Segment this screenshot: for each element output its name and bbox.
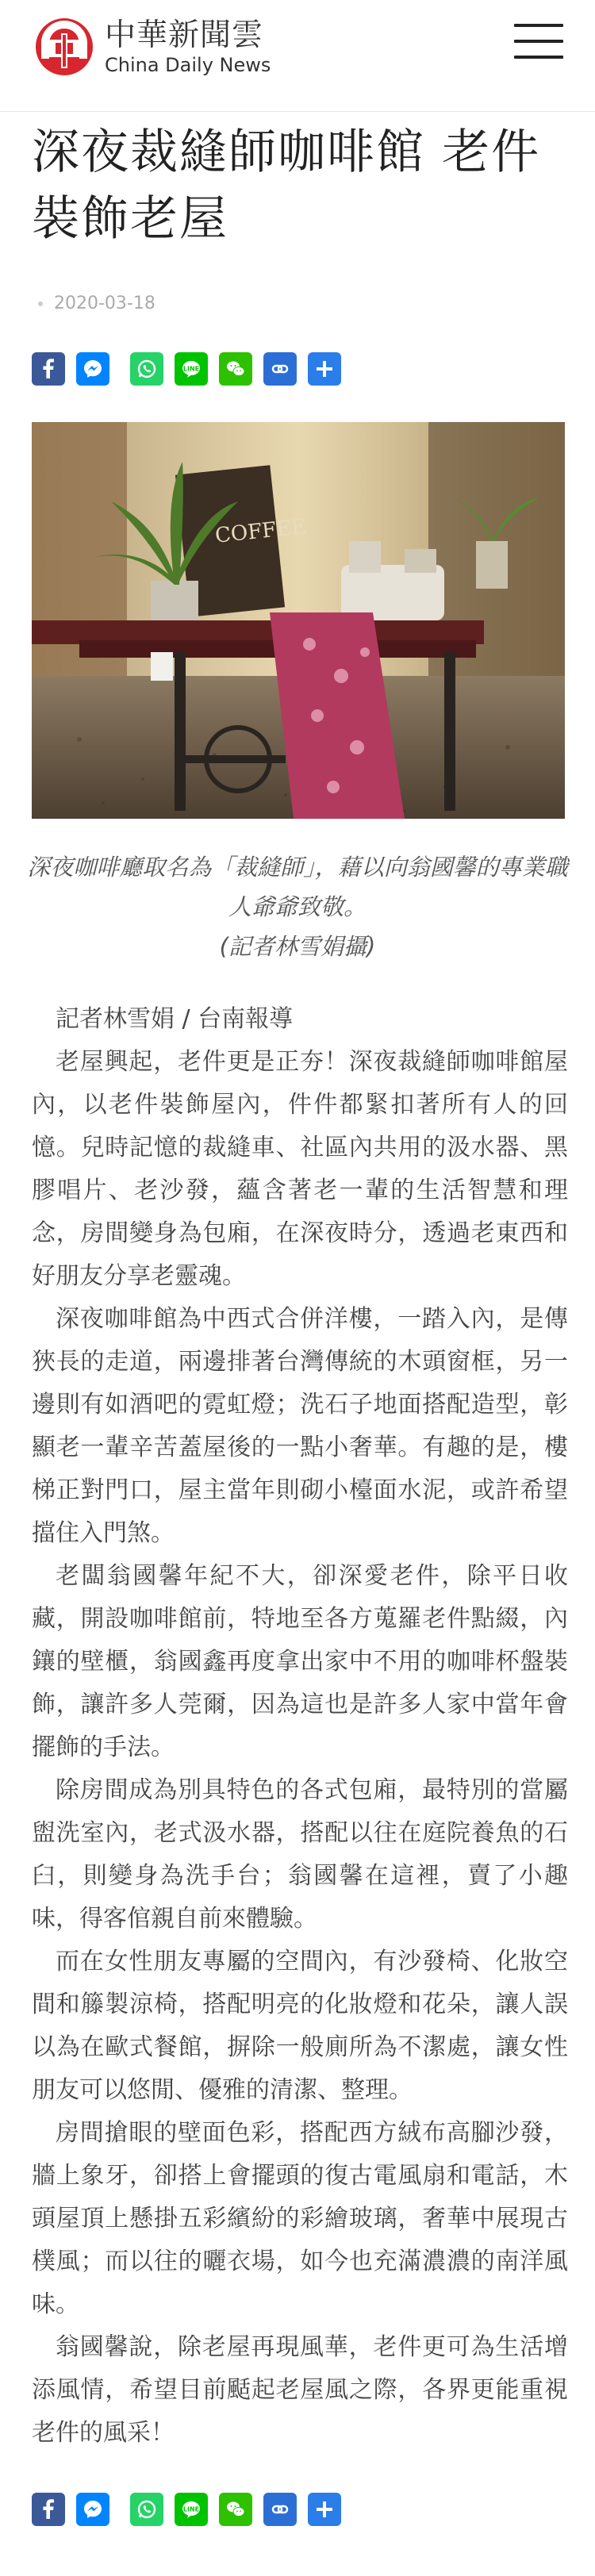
cafe-interior-illustration	[32, 422, 565, 819]
share-wechat-button[interactable]	[219, 2493, 252, 2526]
hamburger-line	[514, 40, 563, 43]
line-icon	[179, 357, 203, 381]
whatsapp-icon	[135, 2497, 159, 2521]
more-share-button[interactable]	[308, 2493, 341, 2526]
article-paragraph: 老屋興起，老件更是正夯！深夜裁縫師咖啡館屋內，以老件裝飾屋內，件件都緊扣著所有人的回憶。兒時記憶的裁縫車、社區內共用的汲水器、黑膠唱片、老沙發，蘊含著老一輩的生活智慧和理念，房間變身為包廂，在深夜時分，透過老東西和好朋友分享老靈魂。	[32, 1048, 568, 1290]
hamburger-line	[514, 56, 563, 59]
svg-text:LINE: LINE	[182, 365, 200, 373]
whatsapp-icon	[135, 357, 159, 381]
wechat-icon	[224, 2497, 248, 2521]
copy-link-button[interactable]	[263, 352, 297, 386]
share-facebook-button[interactable]	[32, 352, 65, 386]
date-dot-icon	[38, 301, 43, 306]
hamburger-icon	[514, 24, 563, 27]
share-wechat-button[interactable]	[219, 352, 252, 386]
article-paragraph: 深夜咖啡館為中西式合併洋樓，一踏入內，是傳狹長的走道，兩邊排著台灣傳統的木頭窗框，另一邊則有如酒吧的霓虹燈；洗石子地面搭配造型，彰顯老一輩辛苦蓋屋後的一點小奢華。有趣的是，樓梯正對門口，屋主當年則砌小檯面水泥，或許希望擋住入門煞。	[32, 1305, 568, 1547]
wechat-icon	[224, 357, 248, 381]
more-share-icon	[313, 357, 336, 381]
more-share-icon	[313, 2497, 336, 2521]
line-icon	[179, 2497, 203, 2521]
caption-text: 深夜咖啡廳取名為「裁縫師」，藉以向翁國馨的專業職人爺爺致敬。	[27, 854, 568, 920]
photo-caption	[24, 847, 571, 966]
share-line-button[interactable]	[175, 352, 208, 386]
article-title: 深夜裁縫師咖啡館 老件裝飾老屋	[32, 125, 541, 247]
article-byline: 記者林雪娟 / 台南報導	[56, 1005, 294, 1033]
messenger-icon	[81, 2497, 105, 2521]
date-text: 2020-03-18	[54, 294, 155, 313]
site-logo[interactable]	[32, 14, 271, 79]
coffee-sign-text: COFFEE	[213, 514, 308, 548]
copy-link-button[interactable]	[263, 2493, 297, 2526]
logo-english-text: China Daily News	[105, 54, 271, 76]
article-paragraph: 房間搶眼的壁面色彩，搭配西方絨布高腳沙發，牆上象牙，卻搭上會擺頭的復古電風扇和電話，木頭屋頂上懸掛五彩繽紛的彩繪玻璃，奢華中展現古樸風；而以往的曬衣場，如今也充滿濃濃的南洋風味。	[32, 2119, 568, 2318]
facebook-icon	[36, 2497, 60, 2521]
facebook-icon	[36, 357, 60, 381]
article-paragraph: 老闆翁國馨年紀不大，卻深愛老件，除平日收藏，開設咖啡館前，特地至各方蒐羅老件點綴，內鑲的壁櫃，翁國鑫再度拿出家中不用的咖啡杯盤裝飾，讓許多人莞爾，因為這也是許多人家中當年會擺飾的手法。	[32, 1562, 568, 1761]
messenger-icon	[81, 357, 105, 381]
article-photo	[32, 422, 565, 819]
article-paragraph: 而在女性朋友專屬的空間內，有沙發椅、化妝空間和籐製涼椅，搭配明亮的化妝燈和花朵，讓人誤以為在歐式餐館，摒除一般廁所為不潔處，讓女性朋友可以悠閒、優雅的清潔、整理。	[32, 1948, 568, 2104]
article-paragraph: 除房間成為別具特色的各式包廂，最特別的當屬盥洗室內，老式汲水器，搭配以往在庭院養魚的石臼，則變身為洗手台；翁國馨在這裡，賣了小趣味，得客倌親自前來體驗。	[32, 1776, 568, 1933]
share-whatsapp-button[interactable]	[130, 2493, 163, 2526]
article-body	[32, 998, 568, 2455]
share-line-button[interactable]	[175, 2493, 208, 2526]
share-whatsapp-button[interactable]	[130, 352, 163, 386]
article-date	[38, 294, 155, 313]
logo-chinese-text: 中華新聞雲	[105, 17, 264, 53]
more-share-button[interactable]	[308, 352, 341, 386]
menu-button[interactable]	[514, 24, 563, 59]
article-paragraph: 翁國馨說，除老屋再現風華，老件更可為生活增添風情，希望目前颳起老屋風之際，各界更能重視老件的風采！	[32, 2333, 568, 2447]
share-facebook-button[interactable]	[32, 2493, 65, 2526]
copy-link-icon	[268, 2497, 292, 2521]
share-messenger-button[interactable]	[76, 2493, 109, 2526]
share-messenger-button[interactable]	[76, 352, 109, 386]
logo-icon	[32, 14, 97, 79]
svg-text:LINE: LINE	[182, 2505, 200, 2513]
share-bar-top	[32, 352, 341, 386]
caption-credit: (記者林雪娟攝)	[219, 933, 376, 960]
site-header	[0, 0, 595, 112]
copy-link-icon	[268, 357, 292, 381]
share-bar-bottom	[32, 2493, 341, 2526]
